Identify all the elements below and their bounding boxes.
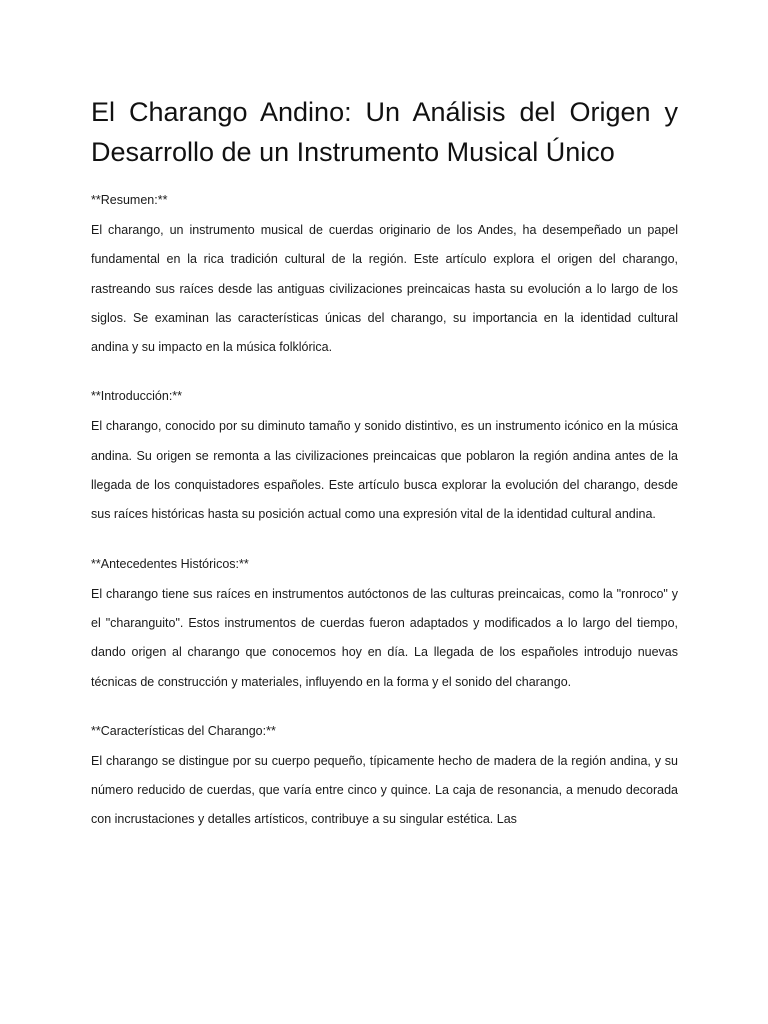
section-paragraph: El charango se distingue por su cuerpo pequeño, típicamente hecho de madera de la región andina, y su número reducido de cuerdas, que varía entre cinco y quince. La caja de resonancia, a menudo decorada con incrustaciones y detalles artísticos, contribuye a su singular estética. Las [91, 753, 678, 827]
section-introduccion [91, 386, 678, 529]
section-resumen [91, 190, 678, 362]
document-title: El Charango Andino: Un Análisis del Origen y Desarrollo de un Instrumento Musical Único [91, 97, 678, 167]
section-heading: **Introducción:** [91, 389, 183, 404]
section-paragraph: El charango tiene sus raíces en instrumentos autóctonos de las culturas preincaicas, como la "ronroco" y el "charanguito". Estos instrumentos de cuerdas fueron adaptados y modificados a lo largo del tiempo, dando origen al charango que conocemos hoy en día. La llegada de los españoles introdujo nuevas técnicas de construcción y materiales, influyendo en la forma y el sonido del charango. [91, 586, 678, 689]
section-caracteristicas [91, 721, 678, 835]
section-heading: **Antecedentes Históricos:** [91, 556, 249, 571]
section-antecedentes [91, 554, 678, 697]
section-paragraph: El charango, conocido por su diminuto tamaño y sonido distintivo, es un instrumento icónico en la música andina. Su origen se remonta a las civilizaciones preincaicas que poblaron la región andina antes de la llegada de los conquistadores españoles. Este artículo busca explorar la evolución del charango, desde sus raíces históricas hasta su posición actual como una expresión vital de la identidad cultural andina. [91, 419, 678, 522]
section-paragraph: El charango, un instrumento musical de cuerdas originario de los Andes, ha desempeñado un papel fundamental en la rica tradición cultural de la región. Este artículo explora el origen del charango, rastreando sus raíces desde las antiguas civilizaciones preincaicas hasta su evolución a lo largo de los siglos. Se examinan las características únicas del charango, su importancia en la identidad cultural andina y su impacto en la música folklórica. [91, 223, 678, 355]
section-heading: **Características del Charango:** [91, 723, 276, 738]
section-heading: **Resumen:** [91, 193, 168, 207]
document-page [91, 92, 678, 859]
